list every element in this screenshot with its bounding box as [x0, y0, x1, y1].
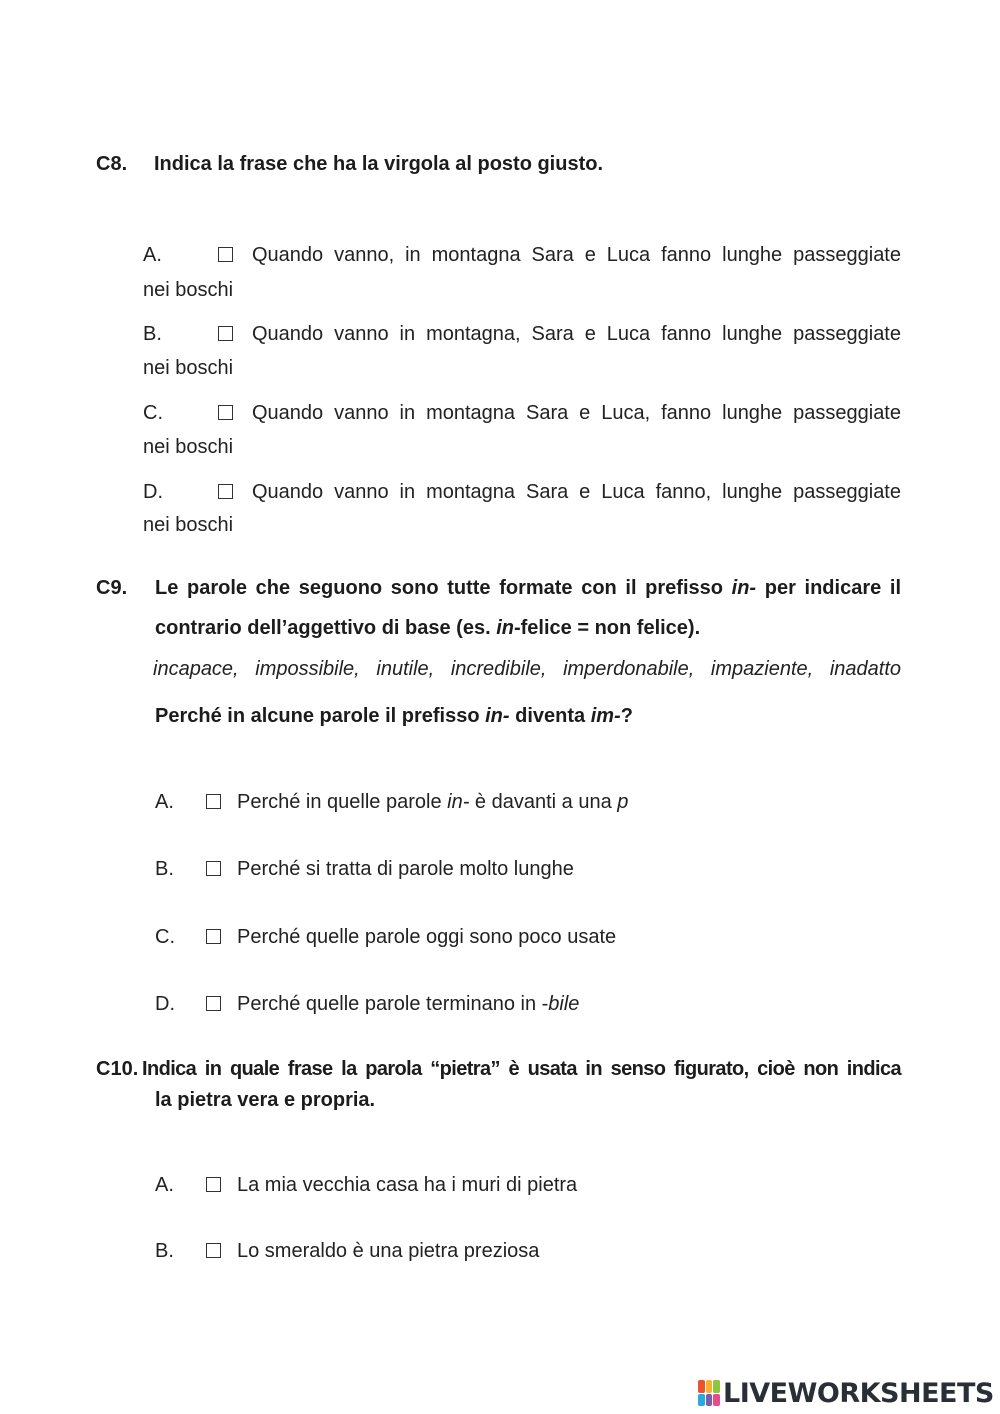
option-letter: C. — [143, 402, 163, 424]
logo-square — [706, 1380, 713, 1393]
question-prompt-c9: Perché in alcune parole il prefisso in- diventa im-? — [155, 705, 633, 727]
option-text-c9-a: Perché in quelle parole in- è davanti a una p — [237, 791, 629, 813]
question-number-c9: C9. — [96, 577, 128, 599]
option-text-c9-d: Perché quelle parole terminano in -bile — [237, 993, 580, 1015]
logo-text: LIVEWORKSHEETS — [723, 1377, 994, 1409]
option-letter: B. — [155, 858, 174, 880]
option-text-cont: nei boschi — [143, 514, 234, 536]
option-text-c9-c: Perché quelle parole oggi sono poco usate — [237, 926, 617, 948]
question-text-c9-line2: contrario dell’aggettivo di base (es. in-felice = non felice). — [155, 617, 701, 639]
option-text-c8-d: Quando vanno in montagna Sara e Luca fanno, lunghe passeggiate — [252, 481, 901, 503]
logo-square — [713, 1394, 720, 1407]
option-letter: A. — [155, 1174, 174, 1196]
option-letter: D. — [155, 993, 175, 1015]
checkbox-c8-b[interactable] — [218, 326, 233, 341]
checkbox-c10-a[interactable] — [206, 1177, 221, 1192]
checkbox-c10-b[interactable] — [206, 1243, 221, 1258]
liveworksheets-logo[interactable] — [698, 1377, 994, 1409]
logo-square — [706, 1394, 713, 1407]
option-text-cont: nei boschi — [143, 357, 234, 379]
logo-square — [713, 1380, 720, 1393]
option-text-c8-a: Quando vanno, in montagna Sara e Luca fanno lunghe passeggiate — [252, 244, 901, 266]
logo-square — [698, 1380, 705, 1393]
option-letter: D. — [143, 481, 163, 503]
option-letter: A. — [143, 244, 162, 266]
question-text-c8: Indica la frase che ha la virgola al posto giusto. — [154, 153, 604, 175]
logo-square — [698, 1394, 705, 1407]
checkbox-c9-d[interactable] — [206, 996, 221, 1011]
option-text-c8-b: Quando vanno in montagna, Sara e Luca fanno lunghe passeggiate — [252, 323, 901, 345]
option-text-cont: nei boschi — [143, 436, 234, 458]
option-letter: B. — [155, 1240, 174, 1262]
question-number-c10: C10. — [96, 1058, 139, 1080]
checkbox-c8-d[interactable] — [218, 484, 233, 499]
option-text-c9-b: Perché si tratta di parole molto lunghe — [237, 858, 574, 880]
question-number-c8: C8. — [96, 153, 128, 175]
option-text-c10-b: Lo smeraldo è una pietra preziosa — [237, 1240, 540, 1262]
question-text-c10-line1: Indica in quale frase la parola “pietra” è usata in senso figurato, cioè non indica — [142, 1058, 901, 1080]
checkbox-c9-b[interactable] — [206, 861, 221, 876]
question-text-c10-line2: la pietra vera e propria. — [155, 1089, 376, 1111]
question-text-c9-line1: Le parole che seguono sono tutte formate con il prefisso in- per indicare il — [155, 577, 902, 599]
word-list-c9: incapace, impossibile, inutile, incredibile, imperdonabile, impaziente, inadatto — [153, 658, 901, 680]
option-text-c8-c: Quando vanno in montagna Sara e Luca, fanno lunghe passeggiate — [252, 402, 901, 424]
option-letter: C. — [155, 926, 175, 948]
checkbox-c8-a[interactable] — [218, 247, 233, 262]
option-letter: A. — [155, 791, 174, 813]
logo-mark-icon — [698, 1380, 720, 1406]
option-text-cont: nei boschi — [143, 279, 234, 301]
checkbox-c9-a[interactable] — [206, 794, 221, 809]
option-text-c10-a: La mia vecchia casa ha i muri di pietra — [237, 1174, 578, 1196]
checkbox-c8-c[interactable] — [218, 405, 233, 420]
checkbox-c9-c[interactable] — [206, 929, 221, 944]
option-letter: B. — [143, 323, 162, 345]
